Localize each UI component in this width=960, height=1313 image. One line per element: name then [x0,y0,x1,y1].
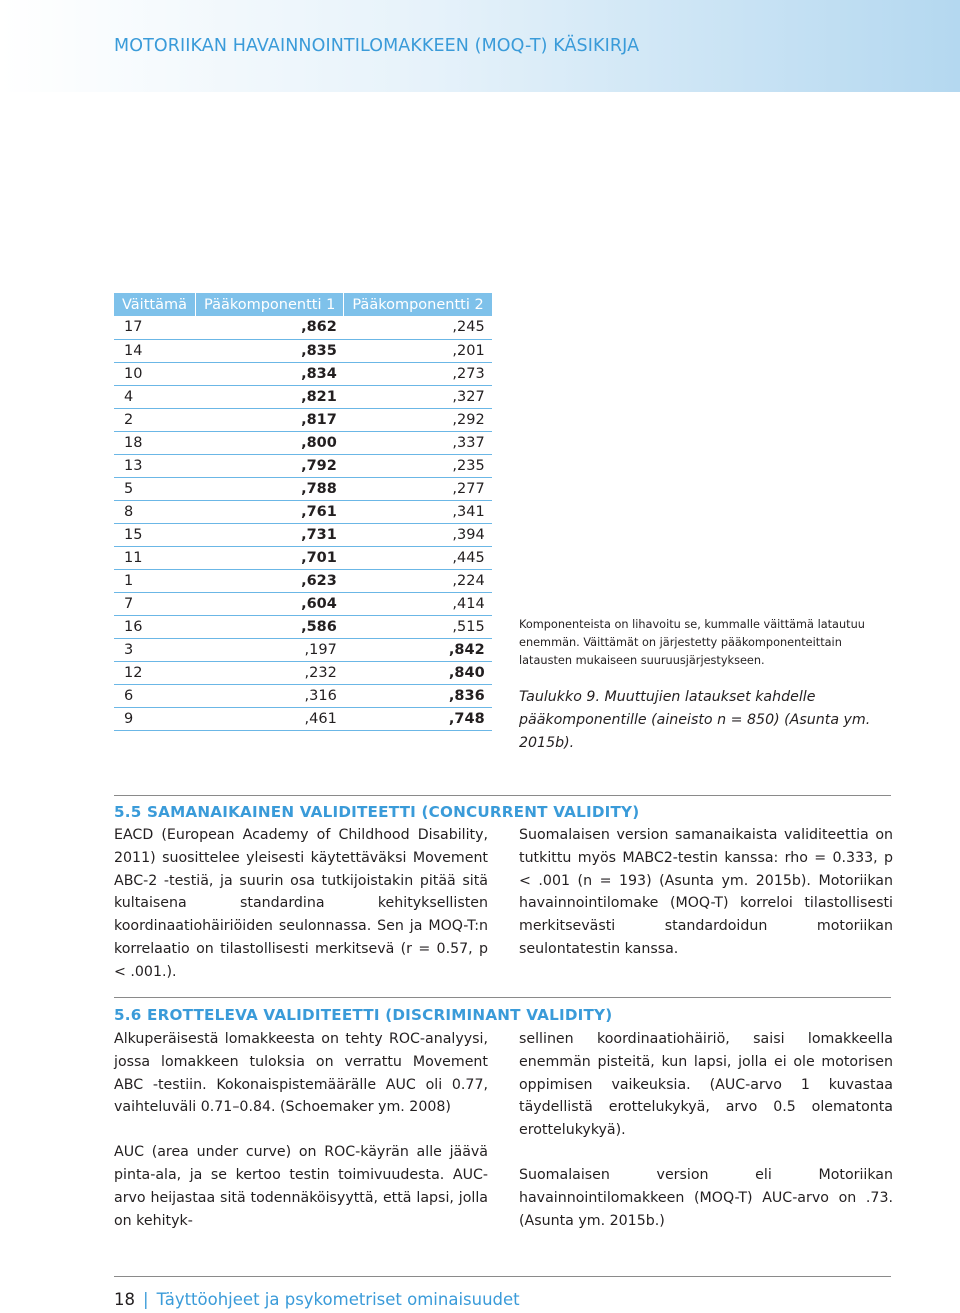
cell-pc1: ,623 [195,569,343,592]
section-discriminant-right [519,1028,893,1232]
cell-pc1: ,835 [195,339,343,362]
cell-pc2: ,245 [344,316,492,339]
table-row [114,707,492,730]
page-number: 18 [114,1290,135,1309]
footer-separator: | [143,1290,149,1309]
cell-item: 9 [114,707,195,730]
cell-pc1: ,821 [195,385,343,408]
table-row [114,339,492,362]
cell-pc2: ,748 [344,707,492,730]
cell-pc2: ,341 [344,500,492,523]
cell-item: 4 [114,385,195,408]
paragraph: Alkuperäisestä lomakkeesta on tehty ROC-analyysi, jossa lomakkeen tuloksia on verrattu Movement ABC -testiin. Kokonaispistemäärälle AUC oli 0.77, vaihteluväli 0.71–0.84. (Schoemaker ym. 2008) [114,1031,488,1116]
cell-item: 6 [114,684,195,707]
cell-pc1: ,761 [195,500,343,523]
table-row [114,316,492,339]
table-row [114,362,492,385]
table-row [114,431,492,454]
column-header-pc1: Pääkomponentti 1 [195,293,343,316]
table-row [114,638,492,661]
table-row [114,615,492,638]
table-body [114,316,492,730]
cell-pc2: ,201 [344,339,492,362]
cell-pc2: ,337 [344,431,492,454]
cell-pc1: ,701 [195,546,343,569]
footer-title: Täyttöohjeet ja psykometriset ominaisuudet [156,1290,520,1309]
cell-pc2: ,445 [344,546,492,569]
cell-pc1: ,316 [195,684,343,707]
cell-pc2: ,414 [344,592,492,615]
cell-item: 14 [114,339,195,362]
section-heading-discriminant: 5.6 EROTTELEVA VALIDITEETTI (DISCRIMINANT VALIDITY) [114,1006,613,1024]
section-concurrent-left [114,824,488,984]
cell-item: 15 [114,523,195,546]
cell-pc1: ,792 [195,454,343,477]
cell-item: 16 [114,615,195,638]
cell-pc1: ,800 [195,431,343,454]
cell-pc1: ,461 [195,707,343,730]
footer-rule [114,1276,891,1277]
cell-item: 5 [114,477,195,500]
column-header-item: Väittämä [114,293,195,316]
cell-item: 3 [114,638,195,661]
cell-pc1: ,197 [195,638,343,661]
running-header: MOTORIIKAN HAVAINNOINTILOMAKKEEN (MOQ-T) KÄSIKIRJA [114,36,640,56]
paragraph: Suomalaisen version samanaikaista validiteettia on tutkittu myös MABC2-testin kanssa: rho = 0.333, p < .001 (n = 193) (Asunta ym. 2015b). Motoriikan havainnointilomake (MOQ-T) korreloi tilastollisesti merkitsevästi standardoidun motoriikan seulontatestin kanssa. [519,827,893,957]
cell-item: 12 [114,661,195,684]
section-concurrent-right [519,824,893,961]
table-row [114,661,492,684]
column-header-pc2: Pääkomponentti 2 [344,293,492,316]
cell-pc2: ,273 [344,362,492,385]
table-row [114,523,492,546]
cell-pc1: ,862 [195,316,343,339]
section-heading-concurrent: 5.5 SAMANAIKAINEN VALIDITEETTI (CONCURRENT VALIDITY) [114,803,640,821]
table-note: Komponenteista on lihavoitu se, kummalle väittämä latautuu enemmän. Väittämät on järjestetty pääkomponenteittain latausten mukaiseen suuruusjärjestykseen. [519,618,865,667]
table-row [114,385,492,408]
table-header-row [114,293,492,316]
cell-pc1: ,604 [195,592,343,615]
cell-item: 2 [114,408,195,431]
cell-pc2: ,224 [344,569,492,592]
table-row [114,592,492,615]
table-row [114,500,492,523]
paragraph: Suomalaisen version eli Motoriikan havainnointilomakkeen (MOQ-T) AUC-arvo on .73. (Asunta ym. 2015b.) [519,1166,893,1229]
table-row [114,684,492,707]
section-rule [114,795,891,796]
cell-pc1: ,834 [195,362,343,385]
paragraph: EACD (European Academy of Childhood Disability, 2011) suosittelee yleisesti käytettäväksi Movement ABC-2 -testiä, ja suurin osa tutkijoistakin pitää sitä kultaisena standardina kehityksellisten koordinaatiohäiriöiden seulonnassa. Sen ja MOQ-T:n korrelaatio on tilastollisesti merkitsevä (r = 0.57, p < .001.). [114,827,488,980]
cell-item: 17 [114,316,195,339]
cell-item: 11 [114,546,195,569]
cell-item: 13 [114,454,195,477]
cell-pc2: ,327 [344,385,492,408]
cell-pc1: ,731 [195,523,343,546]
table-row [114,546,492,569]
cell-pc1: ,817 [195,408,343,431]
table-row [114,454,492,477]
cell-pc1: ,232 [195,661,343,684]
cell-pc2: ,515 [344,615,492,638]
cell-pc2: ,277 [344,477,492,500]
cell-item: 8 [114,500,195,523]
cell-pc2: ,235 [344,454,492,477]
page-footer [114,1290,520,1309]
cell-item: 18 [114,431,195,454]
table-row [114,569,492,592]
cell-pc2: ,836 [344,684,492,707]
cell-pc2: ,292 [344,408,492,431]
section-discriminant-left [114,1028,488,1232]
section-rule [114,997,891,998]
cell-pc1: ,586 [195,615,343,638]
cell-item: 1 [114,569,195,592]
table-row [114,408,492,431]
cell-pc2: ,842 [344,638,492,661]
cell-item: 10 [114,362,195,385]
cell-pc2: ,394 [344,523,492,546]
cell-item: 7 [114,592,195,615]
paragraph: sellinen koordinaatiohäiriö, saisi lomakkeella enemmän pisteitä, kun lapsi, jolla ei ole motorisen oppimisen vaikeuksia. (AUC-arvo 1 kuvastaa täydellistä erottelukykyä, arvo 0.5 olematonta erottelukykyä). [519,1031,893,1139]
loadings-table [114,293,492,731]
paragraph: AUC (area under curve) on ROC-käyrän alle jäävä pinta-ala, ja se kertoo testin toimivuudesta. AUC-arvo heijastaa sitä todennäköisyyttä, että lapsi, jolla on kehityk- [114,1144,488,1229]
cell-pc1: ,788 [195,477,343,500]
table-row [114,477,492,500]
cell-pc2: ,840 [344,661,492,684]
table-caption: Taulukko 9. Muuttujien lataukset kahdelle pääkomponentille (aineisto n = 850) (Asunta ym. 2015b). [519,689,871,751]
